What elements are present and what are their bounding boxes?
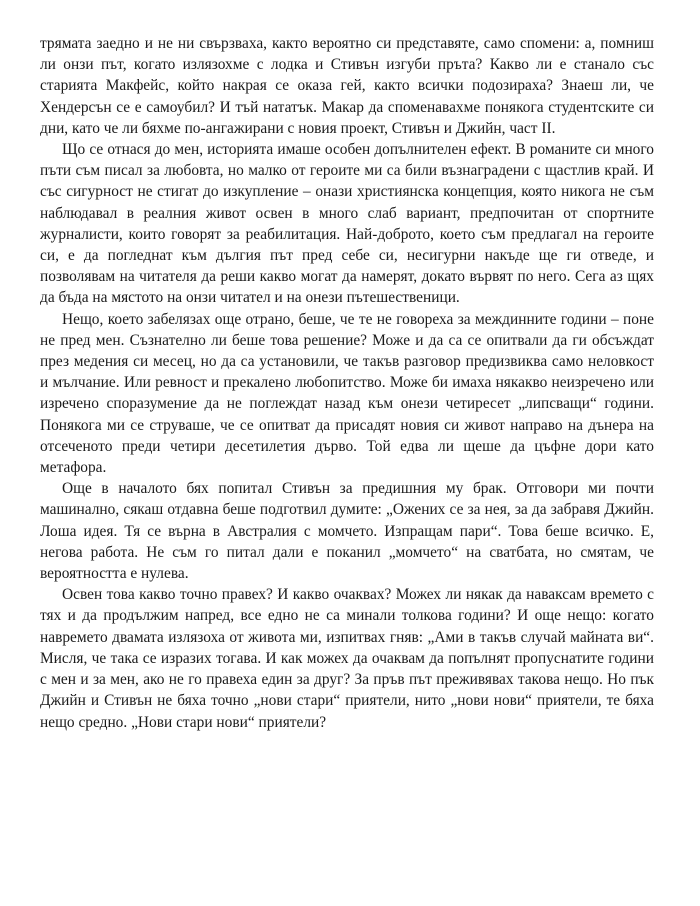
paragraph-4: Още в началото бях попитал Стивън за предишния му брак. Отговори ми почти машинално, сякаш отдавна беше подготвил думите: „Ожених се за нея, за да забравя Джийн. Лоша идея. Тя се върна в Австралия с момчето. Изпращам пари“. Това беше всичко. Е, негова работа. Не съм го питал дали е поканил „момчето“ на сватбата, но смятам, че вероятността е нулева. [40, 480, 654, 583]
paragraph-2: Що се отнася до мен, историята имаше особен допълнителен ефект. В романите си много пъти съм писал за любовта, но малко от героите ми са били възнаградени с щастлив край. И със сигурност не стигат до изкупление – онази християнска концепция, която никога не съм наблюдавал в реалния живот освен в много слаб вариант, предпочитан от спортните журналисти, които говорят за реабилитация. Най-доброто, което съм предлагал на героите си, е да погледнат към дългия път пред себе си, несигурни накъде ще ги отведе, и позволявам на читателя да реши какво могат да намерят, докато вървят по него. Сега аз щях да бъда на мястото на онзи читател и на онези пътешественици. [40, 141, 654, 307]
body-text [40, 33, 654, 733]
paragraph-3: Нещо, което забелязах още отрано, беше, че те не говореха за междинните години – поне не пред мен. Съзнателно ли беше това решение? Може и да са се опитвали да ги обсъждат през медения си месец, но да са установили, че такъв разговор предизвиква само неловкост и мълчание. Или ревност и прекалено любопитство. Може би имаха някакво неизречено или изречено споразумение да не поглеждат назад към онези четиресет „липсващи“ години. Понякога ми се струваше, че се опитват да присадят новия си живот направо на дънера на отсеченото преди четири десетилетия дърво. Той едва ли щеше да цъфне дори като метафора. [40, 310, 654, 477]
paragraph-1: трямата заедно и не ни свързваха, както вероятно си представяте, само спомени: а, помниш ли онзи път, когато излязохме с лодка и Стивън изгуби пръта? Какво ли е станало със старията Макфейс, който накрая се оказа гей, както всички подозираха? Знаеш ли, че Хендерсън се е самоубил? И тъй нататък. Макар да споменавахме понякога студентските си дни, като че ли бяхме по-ангажирани с новия проект, Стивън и Джийн, част II. [40, 35, 654, 137]
paragraph-5: Освен това какво точно правех? И какво очаквах? Можех ли някак да наваксам времето с тях и да продължим напред, все едно не са минали толкова години? И още нещо: когато навремето двамата излязоха от живота ми, изпитвах гняв: „Ами в такъв случай майната ви“. Мисля, че така се изразих тогава. И как можех да очаквам да попълнят пропуснатите години с мен и за мен, ако не го правеха един за друг? За пръв път преживявах такова нещо. Но пък Джийн и Стивън не бяха точно „нови стари“ приятели, нито „нови нови“ приятели, те бяха нещо средно. „Нови стари нови“ приятели? [40, 586, 654, 731]
